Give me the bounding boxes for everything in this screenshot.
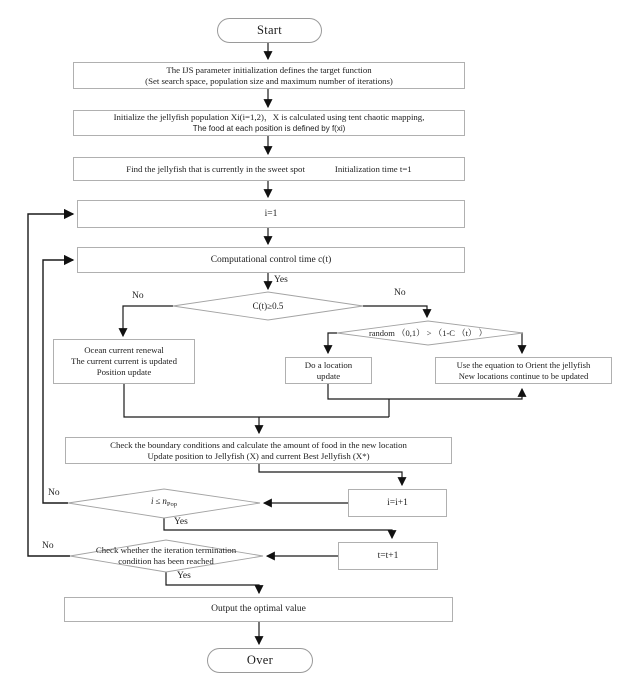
output-box bbox=[64, 597, 453, 622]
ocean-current-line3: Position update bbox=[96, 367, 152, 377]
pop-condition-diamond bbox=[68, 489, 260, 518]
arrow-random-to-location-update bbox=[328, 333, 337, 353]
init-population-line2: The food at each position is defined by f(xi) bbox=[192, 124, 346, 133]
orient-jellyfish-line2: New locations continue to be updated bbox=[458, 370, 589, 381]
control-time-label: Computational control time c(t) bbox=[210, 254, 332, 265]
random-condition-label: random （0,1） > （1-C （t） ） bbox=[368, 327, 488, 338]
label-no-termination: No bbox=[42, 541, 54, 551]
init-params-line1: The IJS parameter initialization defines the target function bbox=[166, 64, 372, 75]
boundary-check-line1: Check the boundary conditions and calculate the amount of food in the new location bbox=[110, 439, 407, 450]
arrow-boundary-to-i-increment bbox=[259, 464, 402, 485]
label-yes-pop: Yes bbox=[174, 517, 188, 527]
find-sweet-spot-part2: Initialization time t=1 bbox=[334, 163, 412, 174]
init-population-line1: Initialize the jellyfish population Xi(i=1,2)，X is calculated using tent chaotic mapping, bbox=[113, 112, 425, 122]
line-ocean-to-merge bbox=[124, 384, 389, 417]
orient-jellyfish-line1: Use the equation to Orient the jellyfish bbox=[456, 359, 591, 370]
label-no-ct-right: No bbox=[394, 288, 406, 298]
over-label: Over bbox=[246, 653, 274, 667]
pop-condition-label: $i \le n_{Pop}$ bbox=[150, 496, 178, 508]
find-sweet-spot-part1: Find the jellyfish that is currently in the sweet spot bbox=[126, 163, 305, 174]
label-yes-ct: Yes bbox=[274, 275, 288, 285]
location-update-line2: update bbox=[316, 370, 341, 381]
output-label: Output the optimal value bbox=[211, 604, 306, 614]
termination-label: Check whether the iteration termination condition has been reached bbox=[95, 545, 237, 566]
i-increment-label: i=i+1 bbox=[387, 497, 408, 508]
t-increment-label: t=t+1 bbox=[377, 550, 399, 561]
init-params-line2: (Set search space, population size and maximum number of iterations) bbox=[145, 75, 393, 86]
ct-condition-diamond bbox=[173, 292, 363, 320]
i-init-box bbox=[77, 200, 465, 228]
ocean-current-box bbox=[53, 339, 195, 384]
t-increment-box bbox=[338, 542, 438, 570]
start-terminal bbox=[217, 18, 322, 43]
boundary-check-box bbox=[65, 437, 452, 464]
i-increment-box bbox=[348, 489, 447, 517]
find-sweet-spot-box bbox=[73, 157, 465, 181]
arrow-pop-yes-to-t-increment bbox=[164, 518, 392, 538]
arrow-random-to-orient bbox=[522, 333, 523, 353]
label-no-pop: No bbox=[48, 488, 60, 498]
label-yes-termination: Yes bbox=[177, 571, 191, 581]
control-time-box bbox=[77, 247, 465, 273]
init-population-box bbox=[73, 110, 465, 136]
boundary-check-line2: Update position to Jellyfish (X) and current Best Jellyfish (X*) bbox=[147, 450, 370, 461]
arrow-location-update-to-orient-bottom bbox=[328, 384, 522, 399]
random-condition-diamond bbox=[337, 321, 523, 345]
ocean-current-line2: The current current is updated bbox=[70, 356, 177, 366]
init-params-box bbox=[73, 62, 465, 89]
ocean-current-line1: Ocean current renewal bbox=[84, 345, 164, 355]
start-label: Start bbox=[256, 23, 283, 37]
location-update-line1: Do a location bbox=[304, 359, 353, 370]
ct-condition-label: C(t)≥0.5 bbox=[252, 300, 284, 311]
arrow-ct-no-left-to-ocean bbox=[123, 306, 173, 336]
arrow-termination-no-feedback bbox=[28, 214, 73, 556]
over-terminal bbox=[207, 648, 313, 673]
termination-diamond bbox=[70, 540, 263, 572]
orient-jellyfish-box bbox=[435, 357, 612, 384]
location-update-box bbox=[285, 357, 372, 384]
arrow-ct-no-right-to-random bbox=[363, 306, 427, 317]
label-no-ct-left: No bbox=[132, 291, 144, 301]
i-init-label: i=1 bbox=[264, 208, 278, 219]
